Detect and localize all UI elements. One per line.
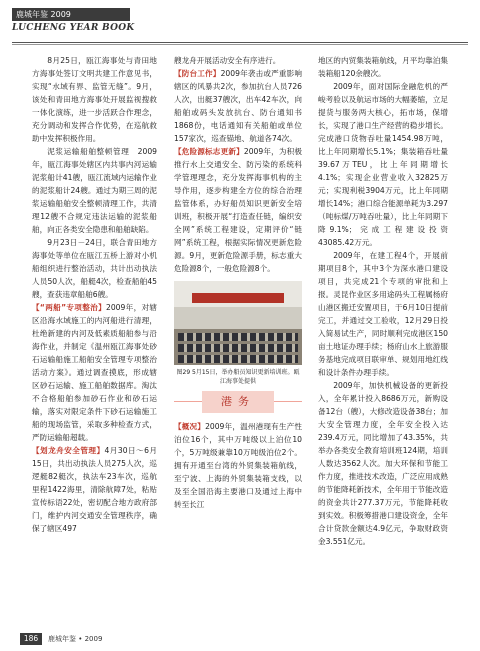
paragraph: 【危险源标志更新】2009年，为积极推行水上交通安全、防污染的系统科学管理理念，充分发挥海事机构的主导作用，逐步构建全方位的综合治理监管体系，办好船员知识更新安全培训班，积极开展“打造查任链，编织安全网”系统工程建设，定期评价“链网”系统工程，根据实际情况更新危险源。9月，更新危险源手册，标志重大危险源8个，一般危险源8个。 (174, 147, 302, 273)
paragraph: 2009年，加快机械设备的更新投入，全年累计投入8686万元，新购设备12台（艘），大修改造设备38台；加大安全管理力度，全年安全投入达239.4万元，同比增加了43.35%，共举办各类安全教育培训班124期，培训人数达3562人次。加大环保和节能工作力度，推进技术改造，广泛应用成熟的节能降耗新技术，全年用于节能改造的资金共计277.37万元，节能降耗收到实效。积极筹措港口建设资金，全年合计贷款金额达4.9亿元，争取财政资金3.551亿元。 (318, 381, 448, 546)
training-photo (174, 281, 302, 365)
entry-heading: 【危险源标志更新】 (174, 147, 244, 156)
footer-title: 鹿城年鉴 • 2009 (48, 635, 103, 643)
page-number: 186 (20, 633, 42, 645)
entry-heading: 【划龙舟安全管理】 (32, 446, 105, 455)
column-1 (32, 54, 157, 535)
header-rule-thin (12, 44, 468, 45)
running-header (12, 8, 192, 36)
column-2 (174, 54, 302, 511)
header-title-cn: 鹿城年鉴 2009 (12, 8, 130, 21)
paragraph: 2009年，在建工程4个，开展前期项目8个，其中3个为深水港口建设项目，共完成21个专项的审批和上报。灵昆作业区多用途码头工程属杨府山港区搬迁安置项目，于6月10日提前完工，并通过交工验收，12月29日投入简易试生产，同时顺利完成港区150亩土地证办理手续；杨府山水上旅游服务基地完成项目联审单、规划用地红线和设计条件办理手续。 (318, 251, 448, 377)
header-title-en: LUCHENG YEAR BOOK (12, 23, 135, 33)
paragraph: 8月25日，瓯江海事处与青田地方海事处签订文明共建工作意见书，实现“水域有界、监管无缝”。9月，该处和青田地方海事处开展监视搜救一体化演练，进一步活跃合作理念，充分调动和发挥合作优势，在巡航救助中发挥积极作用。 (32, 56, 157, 143)
photo-caption: 图29 5月15日，举办船员知识更新培训班。瓯江海事处提供 (176, 369, 300, 385)
paragraph: 【防台工作】2009年袭击或严重影响辖区的风暴共2次，参加抗台人员726人次，出艇37艘次，出车42车次，向船舶或码头发放抗台、防台通知书1868份，电话通知有关船舶或单位157家次，巡查锚地、航道各74次。 (174, 69, 303, 143)
section-title: 港务 (202, 391, 274, 413)
column-3 (318, 54, 448, 548)
section-header (174, 390, 302, 414)
entry-heading: 【防台工作】 (174, 69, 221, 78)
paragraph: 泥浆运输船舶整顿管理 2009年，瓯江海事处辖区内共事内河运输泥浆船计41艘，瓯江流域内运输作业的泥浆船计24艘。通过为期三周的泥浆运输船舶安全整顿清理工作，共清理12艘不合规定违法运输的泥浆船舶，向正各类安全隐患和船舶缺陷。 (32, 147, 157, 234)
page-footer (0, 628, 480, 651)
paragraph: 艘龙舟开展活动安全有序进行。 (174, 56, 281, 65)
entry-heading: 【“两船”专项整治】 (32, 303, 106, 312)
paragraph: 9月23日－24日，联合青田地方海事处等单位在瓯江五桥上游对小机船组织进行整治活动，共计出动执法人员50人次，船艇4次，检查船舶45艘，查获违章船舶6艘。 (32, 238, 157, 299)
paragraph: 地区的内贸集装箱航线，月平均靠泊集装箱船120余艘次。 (318, 56, 448, 78)
paragraph: 【概况】2009年，温州港现有生产性泊位16个，其中万吨级以上泊位10个，5万吨级兼靠10万吨级泊位2个。拥有开通至台湾的外贸集装箱航线，至宁波、上海的外贸集装箱支线，以及至全国沿海主要港口及通过上海中转至长江 (174, 422, 303, 509)
header-rule (12, 42, 468, 43)
entry-heading: 【概况】 (174, 422, 206, 431)
paragraph: 【划龙舟安全管理】4月30日～6月15日，共出动执法人员275人次，巡逻艇82艇次，执法车23车次，巡航里程1422海里，清除航障7处，粘贴宣传标语22处，密切配合地方政府部门，维护内河交通安全管理秩序，确保了辖区497 (32, 446, 157, 533)
paragraph: 【“两船”专项整治】2009年，对辖区沿海水域施工的内河船进行清理，杜绝新建的内河及低素质船舶参与沿海作业，并制定《温州瓯江海事处砂石运输船施工船舶安全管理专项整治活动方案》。通过调查摸底，形成辖区砂石运输、施工船舶数据库。淘汰不合格船舶参加砂石作业和砂石运输，落实对限定条件下砂石运输施工船的现场监管，采取多种检查方式，严防运输船超载。 (32, 303, 158, 442)
paragraph: 2009年，面对国际金融危机的严峻考验以及航运市场的大幅萎缩，立足提货与服务两大核心，拓市场，保增长，实现了港口生产经营的稳步增长。完成港口货物吞吐量1454.98万吨，比上年同期增长5.1%；集装箱吞吐量39.67万TEU，比上年同期增长4.1%；实现企业营业收入32825万元；实现利税3904万元，比上年同期增长14%；港口综合能源单耗为3.297（吨标煤/万吨吞吐量），比上年同期下降9.1%；完成工程建设投资43085.42万元。 (318, 82, 448, 247)
